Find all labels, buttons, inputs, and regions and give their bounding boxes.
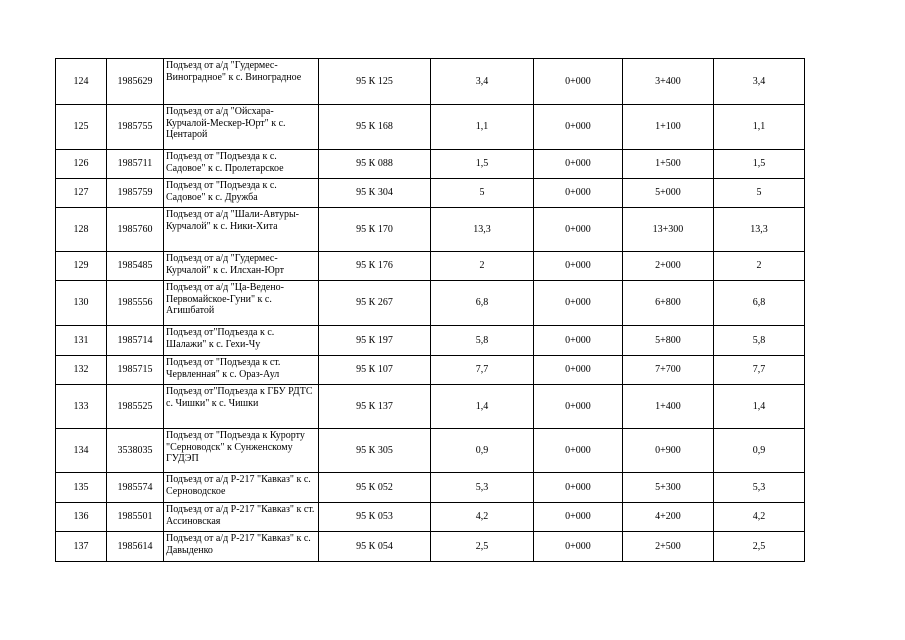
registration-number-cell: 95 К 054 [319,532,431,562]
row-number-cell: 135 [56,473,107,503]
table-row [56,281,805,326]
row-number-cell: 136 [56,503,107,532]
registration-number-cell: 95 К 107 [319,356,431,385]
length-km-cell: 2,5 [431,532,534,562]
start-km-cell: 0+000 [534,385,623,429]
start-km-cell: 0+000 [534,252,623,281]
registration-number-cell: 95 К 125 [319,59,431,105]
total-km-cell: 13,3 [714,208,805,252]
length-km-cell: 4,2 [431,503,534,532]
road-name-cell [164,429,319,473]
road-registry-table [55,58,805,562]
start-km-cell: 0+000 [534,429,623,473]
road-id-cell: 1985714 [107,326,164,356]
end-km-cell: 3+400 [623,59,714,105]
road-name-text: Подъезд от а/д "Гудермес-Курчалой" к с. Илсхан-Юрт [166,253,284,276]
start-km-cell: 0+000 [534,503,623,532]
total-km-cell: 0,9 [714,429,805,473]
end-km-cell: 5+000 [623,179,714,208]
total-km-cell: 1,4 [714,385,805,429]
total-km-cell: 6,8 [714,281,805,326]
registration-number-cell: 95 К 053 [319,503,431,532]
table-row [56,429,805,473]
length-km-cell: 5,8 [431,326,534,356]
row-number-cell: 130 [56,281,107,326]
length-km-cell: 2 [431,252,534,281]
registration-number-cell: 95 К 305 [319,429,431,473]
row-number-cell: 133 [56,385,107,429]
registration-number-cell: 95 К 088 [319,150,431,179]
row-number-cell: 126 [56,150,107,179]
end-km-cell: 13+300 [623,208,714,252]
road-id-cell: 1985711 [107,150,164,179]
road-name-cell [164,59,319,105]
road-name-text: Подъезд от а/д "Ца-Ведено-Первомайское-Гуни" к с. Агишбатой [166,282,284,316]
table-row [56,503,805,532]
row-number-cell: 129 [56,252,107,281]
end-km-cell: 1+400 [623,385,714,429]
road-name-cell [164,473,319,503]
road-id-cell: 3538035 [107,429,164,473]
road-id-cell: 1985485 [107,252,164,281]
table-row [56,208,805,252]
total-km-cell: 5,3 [714,473,805,503]
road-name-cell [164,252,319,281]
registration-number-cell: 95 К 052 [319,473,431,503]
road-name-text: Подъезд от а/д Р-217 "Кавказ" к ст. Ассиновская [166,504,315,527]
table-row [56,252,805,281]
road-id-cell: 1985759 [107,179,164,208]
length-km-cell: 13,3 [431,208,534,252]
table-row [56,326,805,356]
total-km-cell: 2,5 [714,532,805,562]
end-km-cell: 4+200 [623,503,714,532]
start-km-cell: 0+000 [534,105,623,150]
start-km-cell: 0+000 [534,208,623,252]
road-id-cell: 1985629 [107,59,164,105]
road-id-cell: 1985525 [107,385,164,429]
road-name-cell [164,532,319,562]
road-name-text: Подъезд от "Подъезда к с. Садовое" к с. Дружба [166,180,277,203]
row-number-cell: 131 [56,326,107,356]
total-km-cell: 7,7 [714,356,805,385]
road-name-text: Подъезд от а/д "Шали-Автуры-Курчалой" к с. Ники-Хита [166,209,300,232]
end-km-cell: 1+100 [623,105,714,150]
row-number-cell: 125 [56,105,107,150]
end-km-cell: 7+700 [623,356,714,385]
start-km-cell: 0+000 [534,150,623,179]
start-km-cell: 0+000 [534,473,623,503]
row-number-cell: 132 [56,356,107,385]
road-id-cell: 1985760 [107,208,164,252]
road-name-cell [164,281,319,326]
total-km-cell: 5,8 [714,326,805,356]
end-km-cell: 1+500 [623,150,714,179]
end-km-cell: 5+300 [623,473,714,503]
row-number-cell: 128 [56,208,107,252]
start-km-cell: 0+000 [534,59,623,105]
registration-number-cell: 95 К 168 [319,105,431,150]
length-km-cell: 1,4 [431,385,534,429]
table-row [56,356,805,385]
length-km-cell: 1,1 [431,105,534,150]
length-km-cell: 0,9 [431,429,534,473]
end-km-cell: 2+500 [623,532,714,562]
road-name-text: Подъезд от"Подъезда к с. Шалажи" к с. Гехи-Чу [166,327,275,350]
road-name-cell [164,326,319,356]
total-km-cell: 5 [714,179,805,208]
start-km-cell: 0+000 [534,356,623,385]
end-km-cell: 0+900 [623,429,714,473]
length-km-cell: 6,8 [431,281,534,326]
registration-number-cell: 95 К 267 [319,281,431,326]
start-km-cell: 0+000 [534,532,623,562]
registration-number-cell: 95 К 170 [319,208,431,252]
length-km-cell: 3,4 [431,59,534,105]
row-number-cell: 134 [56,429,107,473]
road-name-cell [164,503,319,532]
table-row [56,150,805,179]
registration-number-cell: 95 К 304 [319,179,431,208]
road-name-text: Подъезд от "Подъезда к Курорту "Серноводск" к Сунженскому ГУДЭП [166,430,305,464]
road-name-cell [164,385,319,429]
road-id-cell: 1985614 [107,532,164,562]
registration-number-cell: 95 К 176 [319,252,431,281]
road-name-text: Подъезд от а/д "Ойсхара-Курчалой-Мескер-Юрт" к с. Центарой [166,106,286,140]
road-name-cell [164,179,319,208]
road-name-cell [164,208,319,252]
length-km-cell: 7,7 [431,356,534,385]
total-km-cell: 3,4 [714,59,805,105]
length-km-cell: 5,3 [431,473,534,503]
total-km-cell: 1,1 [714,105,805,150]
row-number-cell: 124 [56,59,107,105]
length-km-cell: 1,5 [431,150,534,179]
table-row [56,473,805,503]
road-name-text: Подъезд от а/д Р-217 "Кавказ" к с. Серноводское [166,474,311,497]
road-id-cell: 1985556 [107,281,164,326]
start-km-cell: 0+000 [534,326,623,356]
total-km-cell: 1,5 [714,150,805,179]
total-km-cell: 2 [714,252,805,281]
road-id-cell: 1985501 [107,503,164,532]
total-km-cell: 4,2 [714,503,805,532]
road-name-text: Подъезд от"Подъезда к ГБУ РДТС с. Чишки" к с. Чишки [166,386,313,409]
road-id-cell: 1985574 [107,473,164,503]
table-row [56,179,805,208]
road-name-text: Подъезд от а/д "Гудермес-Виноградное" к с. Виноградное [166,60,302,83]
table-row [56,385,805,429]
road-name-cell [164,356,319,385]
road-name-cell [164,105,319,150]
end-km-cell: 5+800 [623,326,714,356]
end-km-cell: 2+000 [623,252,714,281]
road-name-text: Подъезд от "Подъезда к ст. Червленная" к с. Ораз-Аул [166,357,281,380]
start-km-cell: 0+000 [534,281,623,326]
road-name-text: Подъезд от а/д Р-217 "Кавказ" к с. Давыденко [166,533,311,556]
row-number-cell: 137 [56,532,107,562]
road-id-cell: 1985755 [107,105,164,150]
road-name-text: Подъезд от "Подъезда к с. Садовое" к с. Пролетарское [166,151,284,174]
registration-number-cell: 95 К 137 [319,385,431,429]
road-name-cell [164,150,319,179]
table-row [56,532,805,562]
end-km-cell: 6+800 [623,281,714,326]
registration-number-cell: 95 К 197 [319,326,431,356]
table-row [56,105,805,150]
row-number-cell: 127 [56,179,107,208]
start-km-cell: 0+000 [534,179,623,208]
table-row [56,59,805,105]
road-id-cell: 1985715 [107,356,164,385]
length-km-cell: 5 [431,179,534,208]
table-body [56,59,805,562]
